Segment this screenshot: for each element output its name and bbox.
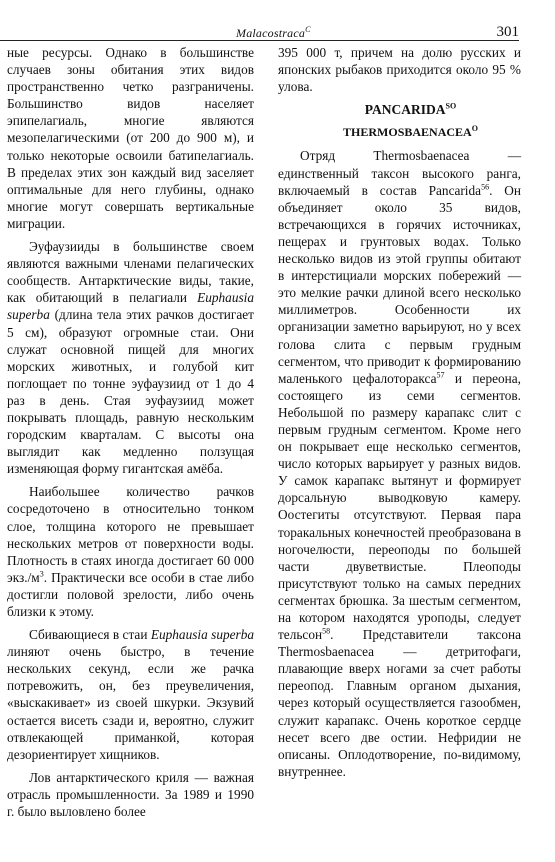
footnote-ref: 58 bbox=[322, 626, 331, 636]
page-number: 301 bbox=[496, 24, 519, 40]
paragraph: Лов антарктического криля — важная отрасль промышленности. За 1989 и 1990 г. было выловлено более bbox=[7, 769, 254, 820]
left-column bbox=[7, 44, 254, 820]
species-name: Euphausia superba bbox=[150, 627, 254, 643]
species-name: Euphausia superba bbox=[7, 290, 254, 323]
paragraph: Наибольшее количество рачков сосредоточено в относительно тонком слое, толщина которого не превышает нескольких метров от поверхности воды. Плотность в стаях иногда достигает 60 000 $экз./м^3$. Практически все особи в стае либо достигли половой зрелости, либо очень близки к этому. bbox=[7, 484, 254, 619]
paragraph: Эуфаузииды в большинстве своем являются важными членами пелагических сообществ. Антарктические виды, такие, как обитающий в пелагиали Euphausia superba (длина тела этих рачков достигает 5 см), образуют огромные стаи. Они служат основной пищей для многих морских животных, и голубой кит поглощает по тонне эуфаузиид от 1 до 4 раз в день. Стая эуфаузиид может покрывать площадь, равную нескольким городским кварталам. С высоты она выглядит как медленно ползущая изменяющая форму гигантская амёба. bbox=[7, 239, 254, 477]
page-header bbox=[0, 14, 519, 40]
right-column bbox=[278, 44, 521, 780]
paragraph: Отряд Thermosbaenacea — единственный таксон высокого ранга, включаемый в состав Pancarida$^{56}$. Он объединяет около 35 видов, встречающихся в горячих источниках, пещерах и грунтовых водах. Только несколько видов из этой группы обитают в интерстициали морских побережий — это мелкие рачки длиной всего несколько миллиметров. Особенности их организации заметно варьируют, но у всех голова слита с первым грудным сегментом, что приводит к формированию маленького цефалоторакса$^{57}$ и переона, состоящего из семи сегментов. Небольшой по размеру карапакс слит с первым грудным сегментом. Кроме него он покрывает еще несколько сегментов, число которых варьирует у разных видов. У самок карапакс вытянут и формирует дорсальную выводковую камеру. Оостегиты отсутствуют. Первая пара торакальных конечностей преобразована в ногочелюсти, переоподы по большей части двуветвистые. Плеоподы присутствуют только на самых передних сегментах брюшка. За шестым сегментом, на котором находятся уроподы, следует тельсон$^{58}$. Представители таксона Thermosbaenacea — детритофаги, плавающие вверх ногами за счет работы переопод. Главным органом дыхания, через который осуществляется газообмен, служит карапакс. Очень короткое сердце несет всего две остии. Нефридии не описаны. Оплодотворение, по-видимому, внутреннее. bbox=[278, 148, 521, 779]
subsection-heading: $THERMOSBAENACEA^O$ bbox=[343, 124, 478, 140]
superscript: 3 bbox=[39, 569, 44, 579]
header-rule bbox=[0, 40, 519, 41]
paragraph: 395 000 т, причем на долю русских и японских рыбаков приходится около 95 % улова. bbox=[278, 45, 521, 95]
section-heading: $PANCARIDA^{SO}$ bbox=[364, 101, 457, 118]
footnote-ref: 57 bbox=[436, 370, 445, 380]
heading-superscript: SO bbox=[445, 101, 457, 111]
running-head: Malacostraca$^C$ bbox=[236, 25, 311, 40]
running-head-superscript: C bbox=[305, 25, 311, 34]
paragraph: ные ресурсы. Однако в большинстве случаев зоны обитания этих видов пространственно четко разграничены. Большинство видов населяет эпипелагиаль, многие являются мезопелагическими (от 200 до 900 м), и только некоторые освоили батипелагиаль. В пределах этих зон каждый вид заселяет оптимальные для него глубины, однако многие могут совершать вертикальные миграции. bbox=[7, 45, 254, 231]
heading-superscript: O bbox=[471, 124, 478, 134]
footnote-ref: 56 bbox=[481, 182, 490, 192]
paragraph: Сбивающиеся в стаи Euphausia superba линяют очень быстро, в течение нескольких секунд, если же рачка потревожить, он, без преувеличения, «выскакивает» из своей шкурки. Экзувий остается висеть сзади и, вероятно, служит отвлекающей приманкой, которая дезориентирует хищников. bbox=[7, 627, 254, 762]
